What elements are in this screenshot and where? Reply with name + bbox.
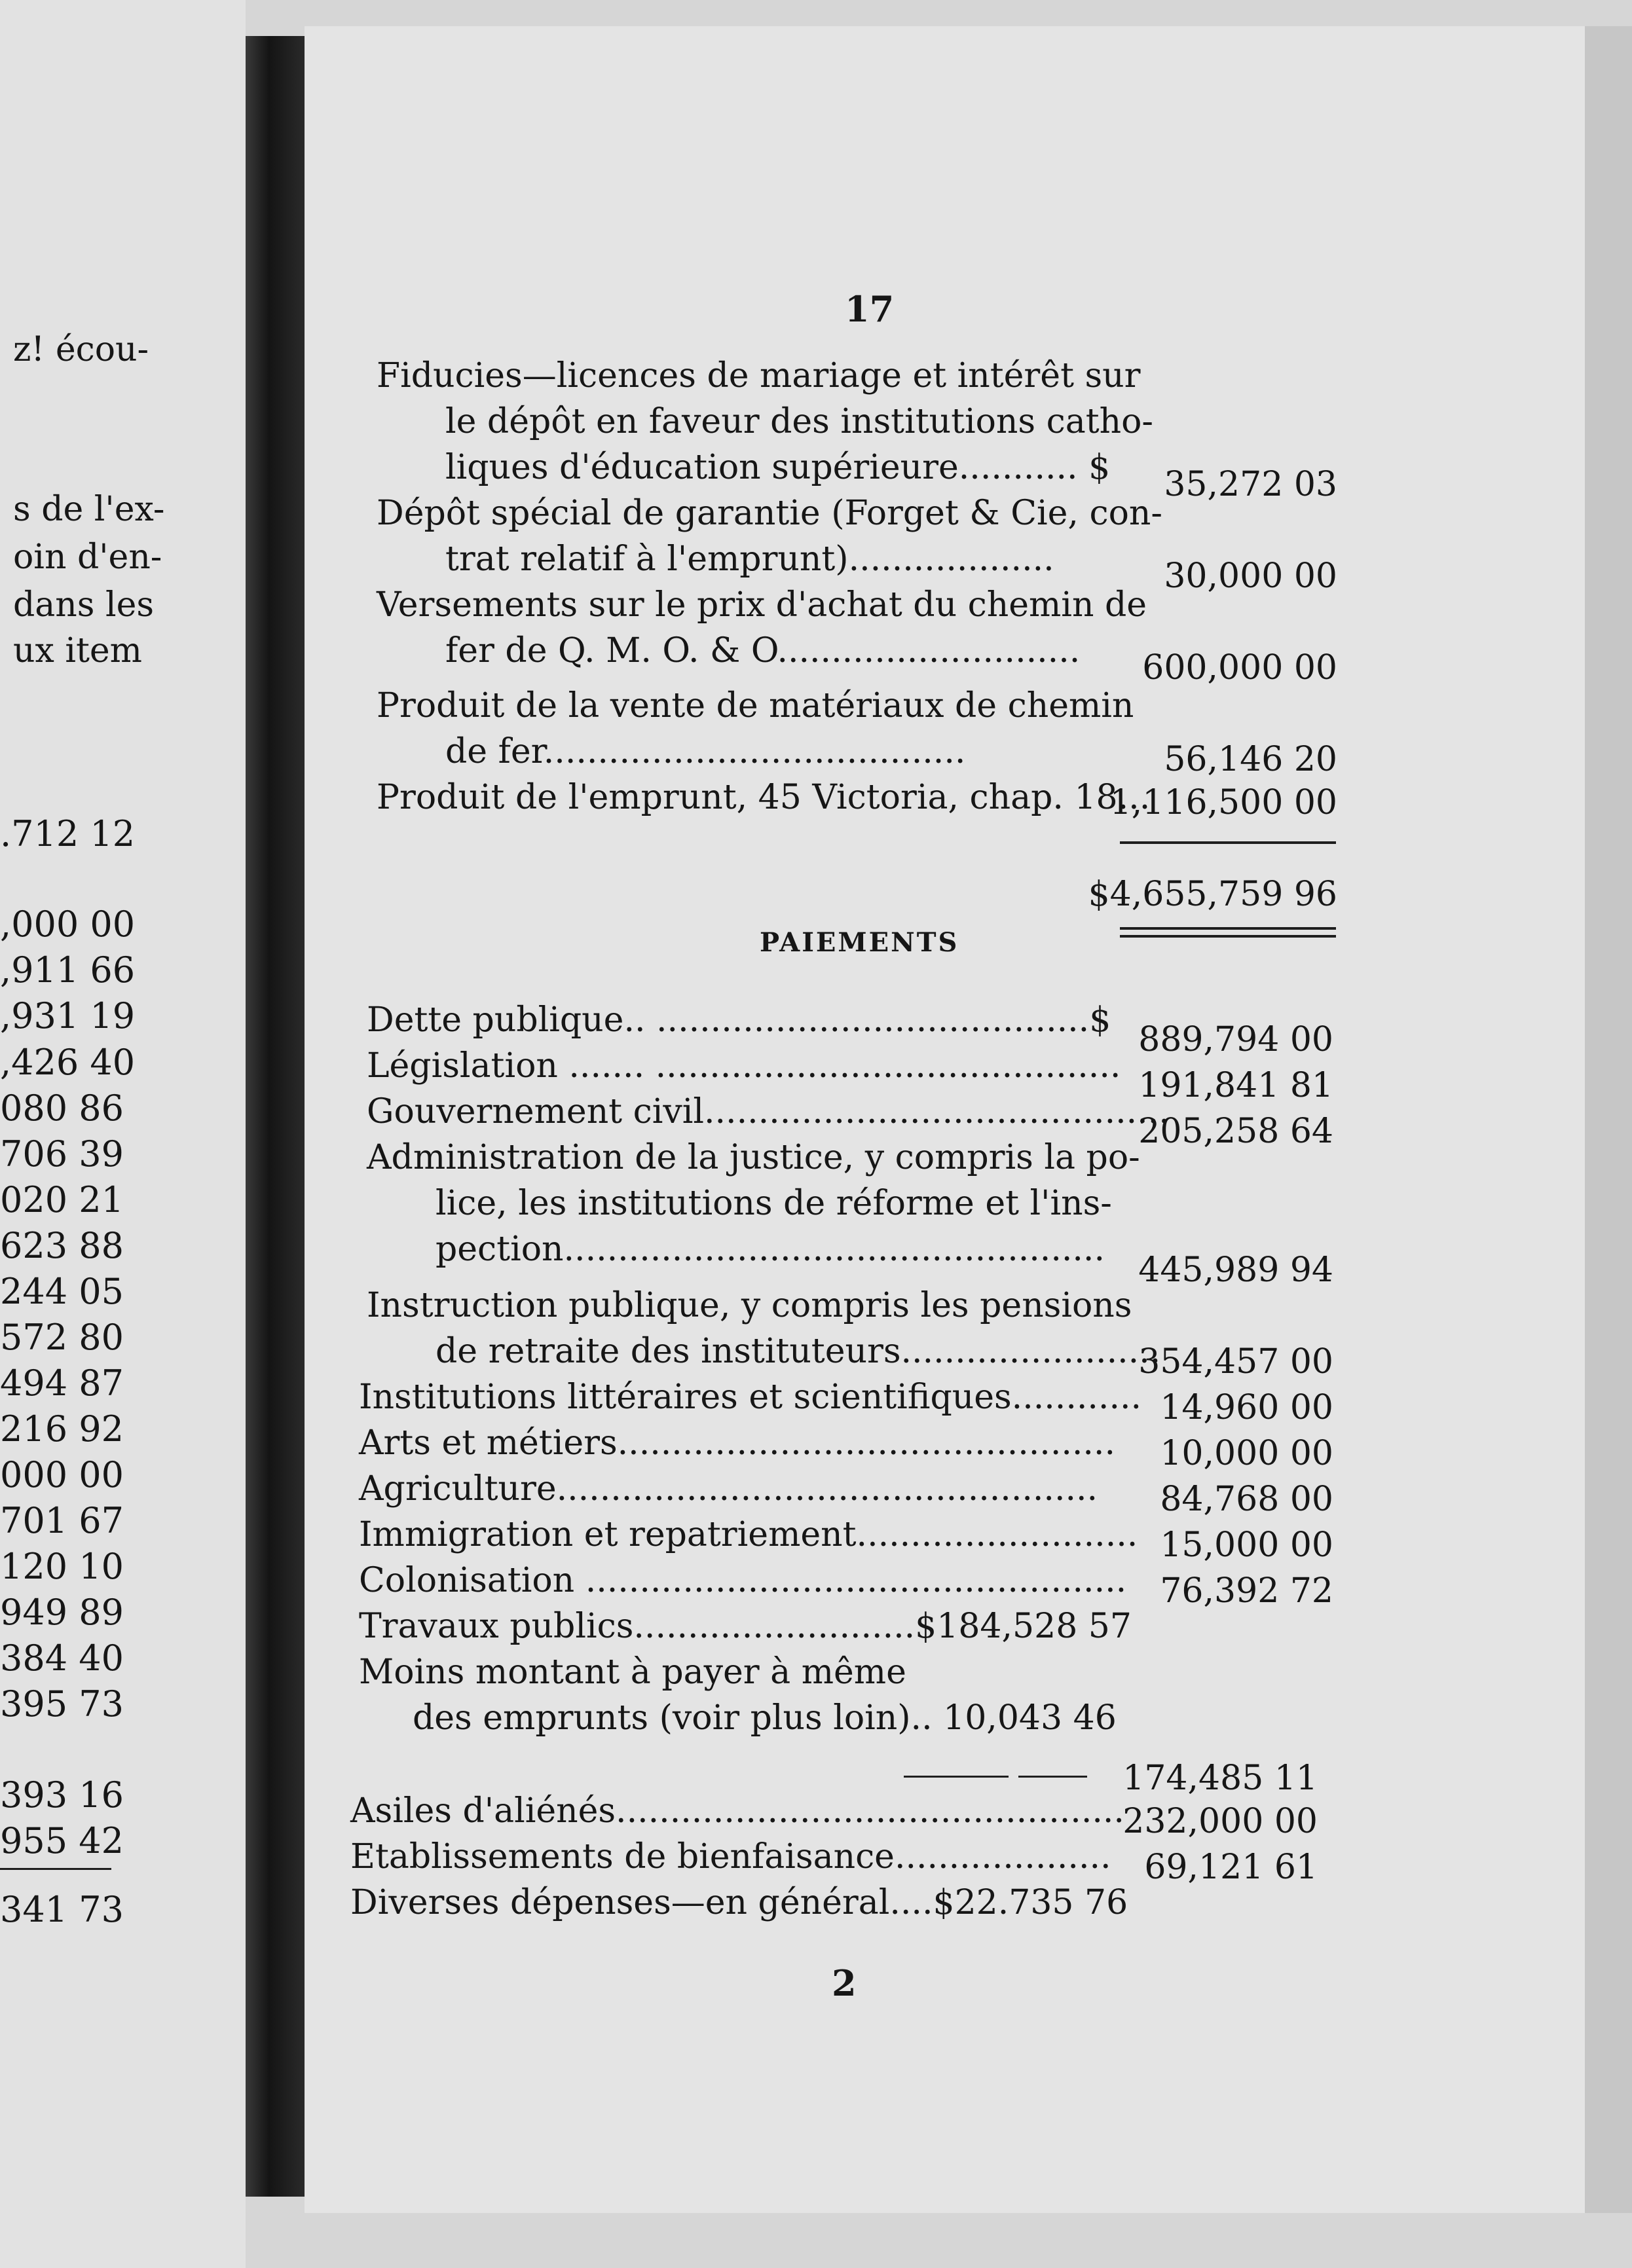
left-amount: 244 05 [0, 1271, 124, 1312]
total-rule [1120, 841, 1336, 844]
left-text-fragment: s de l'ex- [13, 490, 165, 529]
payment-amount: 84,768 00 [1160, 1480, 1333, 1519]
subtraction-rule [904, 1776, 1009, 1778]
payment-amount: 10,000 00 [1160, 1434, 1333, 1473]
payment-line: Dette publique.. ........................................$ [367, 1000, 1111, 1040]
receipt-amount: 56,146 20 [1164, 740, 1337, 779]
last-payment-line: Diverses dépenses—en général....$22.735 76 [350, 1883, 1128, 1922]
receipt-line: Produit de la vente de matériaux de chemin [377, 686, 1134, 725]
payment-line: Etablissements de bienfaisance.................... [350, 1837, 1111, 1876]
left-text-fragment: z! écou- [13, 330, 149, 369]
payment-amount: 76,392 72 [1160, 1571, 1333, 1611]
left-amount: 623 88 [0, 1225, 124, 1266]
left-amount: 020 21 [0, 1179, 124, 1220]
page-edge-shadow [1585, 26, 1632, 2213]
receipt-line: Versements sur le prix d'achat du chemin de [377, 585, 1147, 625]
left-total-rule [0, 1868, 111, 1870]
travaux-net: 174,485 11 [1122, 1759, 1318, 1798]
signature-mark: 2 [832, 1962, 857, 2004]
receipt-line: liques d'éducation supérieure........... $ [445, 448, 1111, 487]
left-amount: 384 40 [0, 1637, 124, 1679]
payment-amount: 445,989 94 [1138, 1251, 1333, 1290]
payment-amount: 889,794 00 [1138, 1020, 1333, 1059]
payment-line: Gouvernement civil........................................... [367, 1092, 1170, 1131]
left-amount: 000 00 [0, 1454, 124, 1495]
left-text-fragment: dans les [13, 585, 155, 625]
payment-line: de retraite des instituteurs........................ [436, 1332, 1161, 1371]
receipt-line: fer de Q. M. O. & O............................ [445, 631, 1081, 670]
receipt-amount: 1,116,500 00 [1109, 783, 1337, 822]
receipt-amount: 600,000 00 [1142, 648, 1337, 687]
payment-line: pection.................................................. [436, 1230, 1105, 1269]
payment-amount: 205,258 64 [1138, 1112, 1333, 1151]
left-amount: 120 10 [0, 1546, 124, 1587]
payment-amount: 69,121 61 [1144, 1848, 1318, 1887]
receipt-line: Fiducies—licences de mariage et intérêt sur [377, 356, 1141, 395]
receipt-line: Dépôt spécial de garantie (Forget & Cie, con- [377, 494, 1162, 533]
receipt-line: Produit de l'emprunt, 45 Victoria, chap. 18... [377, 778, 1151, 817]
receipt-line: le dépôt en faveur des institutions catho- [445, 402, 1154, 441]
left-amount: 341 73 [0, 1889, 124, 1930]
payment-amount: 232,000 00 [1122, 1802, 1318, 1841]
left-amount: 216 92 [0, 1408, 124, 1450]
travaux-less-line: Moins montant à payer à même [359, 1653, 906, 1692]
left-text-fragment: oin d'en- [13, 538, 162, 577]
left-amount: ,426 40 [0, 1042, 136, 1083]
section-heading: PAIEMENTS [760, 927, 959, 958]
receipt-line: de fer....................................... [445, 732, 966, 771]
payment-line: Agriculture.................................................. [359, 1469, 1098, 1509]
left-amount: ,931 19 [0, 995, 136, 1036]
payment-amount: 354,457 00 [1138, 1342, 1333, 1381]
receipt-amount: 35,272 03 [1164, 465, 1337, 504]
payment-line: Colonisation .................................................. [359, 1561, 1127, 1600]
payment-line: Institutions littéraires et scientifiques............ [359, 1378, 1142, 1417]
double-rule-bottom [1120, 935, 1336, 938]
double-rule-top [1120, 927, 1336, 930]
left-amount: 701 67 [0, 1500, 124, 1541]
payment-line: Asiles d'aliénés............................................... [350, 1791, 1124, 1831]
payment-line: Arts et métiers.............................................. [359, 1423, 1115, 1463]
left-amount: 494 87 [0, 1363, 124, 1404]
left-amount: 706 39 [0, 1133, 124, 1175]
travaux-less-line: des emprunts (voir plus loin).. 10,043 46 [413, 1698, 1117, 1738]
receipt-amount: 30,000 00 [1164, 557, 1337, 596]
receipts-total: $4,655,759 96 [1088, 875, 1337, 914]
payment-line: Administration de la justice, y compris la po- [367, 1138, 1140, 1177]
left-amount: ,911 66 [0, 949, 136, 991]
left-amount: .712 12 [0, 813, 136, 854]
left-amount: 955 42 [0, 1820, 124, 1861]
payment-line: Immigration et repatriement.......................... [359, 1515, 1138, 1554]
left-amount: ,000 00 [0, 904, 136, 945]
travaux-line: Travaux publics..........................$184,528 57 [359, 1607, 1132, 1646]
left-page-fragment [0, 0, 246, 2268]
payment-amount: 191,841 81 [1138, 1066, 1333, 1105]
left-amount: 572 80 [0, 1317, 124, 1358]
payment-amount: 14,960 00 [1160, 1388, 1333, 1427]
left-amount: 949 89 [0, 1592, 124, 1633]
receipt-line: trat relatif à l'emprunt)................... [445, 540, 1054, 579]
page-number: 17 [845, 288, 895, 330]
payment-line: Instruction publique, y compris les pensions [367, 1286, 1132, 1325]
left-text-fragment: ux item [13, 631, 142, 670]
book-binding [246, 36, 305, 2197]
subtraction-rule [1018, 1776, 1087, 1778]
left-amount: 080 86 [0, 1088, 124, 1129]
payment-line: Législation ....... ........................................... [367, 1046, 1121, 1086]
left-amount: 393 16 [0, 1774, 124, 1816]
payment-line: lice, les institutions de réforme et l'ins- [436, 1184, 1112, 1223]
left-amount: 395 73 [0, 1683, 124, 1725]
payment-amount: 15,000 00 [1160, 1526, 1333, 1565]
